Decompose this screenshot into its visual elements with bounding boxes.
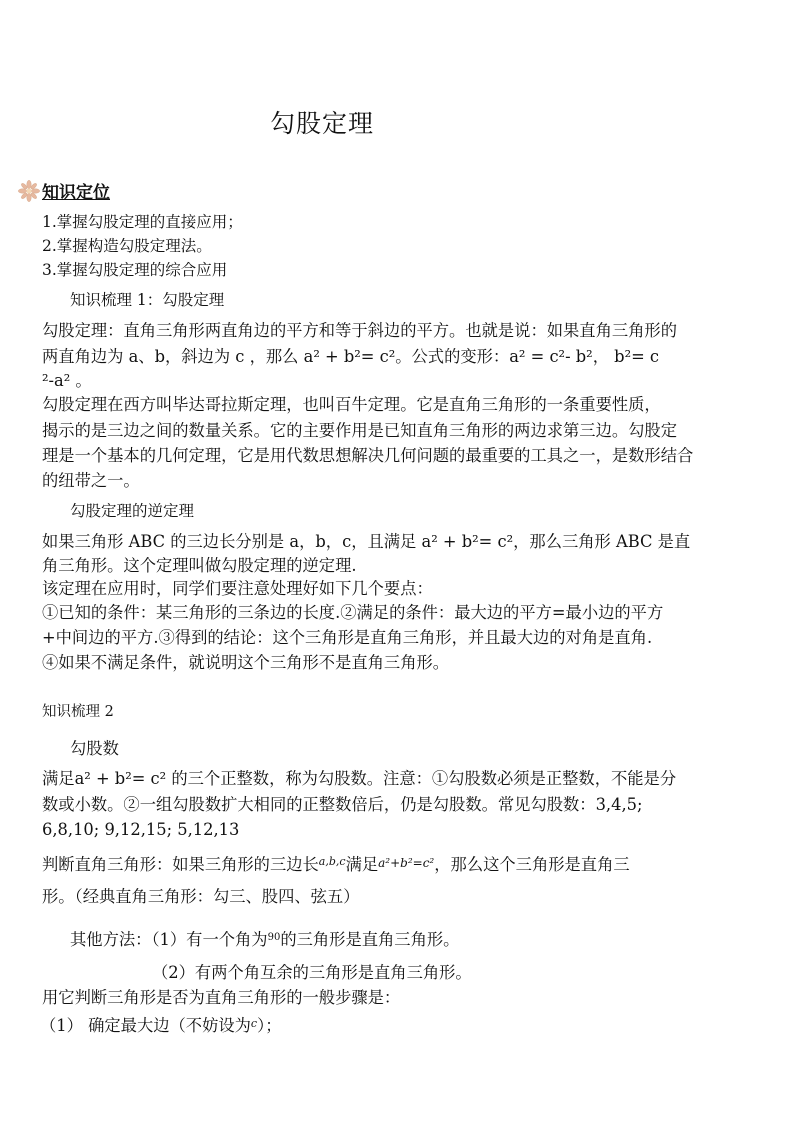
objective-item: 3.掌握勾股定理的综合应用 (42, 261, 228, 279)
section-title: 知识定位 (42, 183, 110, 203)
flower-icon (18, 180, 40, 202)
triple-line: 数或小数。②一组勾股数扩大相同的正整数倍后，仍是勾股数。常见勾股数：3,4,5; (42, 795, 643, 814)
triple-line: 6,8,10; 9,12,15; 5,12,13 (42, 820, 240, 839)
other-methods-line-2: （2）有两个角互余的三角形是直角三角形。 (152, 963, 472, 982)
knowledge-1-heading: 知识梳理 1：勾股定理 (70, 291, 225, 309)
angle-value: 90 (267, 932, 281, 943)
judge-text: ，那么这个三角形是直角三 (434, 855, 630, 874)
step-1 (40, 1013, 282, 1037)
theorem-line: 勾股定理：直角三角形两直角边的平方和等于斜边的平方。也就是说：如果直角三角形的 (42, 321, 677, 340)
variable-c: c (250, 1017, 258, 1030)
converse-line: 该定理在应用时，同学们要注意处理好如下几个要点： (42, 579, 433, 598)
page-title: 勾股定理 (270, 109, 375, 138)
sides-symbol: a,b,c (318, 855, 346, 868)
other-methods-line (70, 927, 459, 951)
step-text: ）； (257, 1016, 282, 1035)
theorem-line: ²-a² 。 (42, 371, 92, 390)
judge-line-2: 形。（经典直角三角形：勾三、股四、弦五） (42, 887, 360, 906)
objective-item: 2.掌握构造勾股定理法。 (42, 237, 212, 255)
triple-heading: 勾股数 (70, 739, 119, 758)
history-line: 的纽带之一。 (42, 471, 140, 490)
converse-line: ①已知的条件：某三角形的三条边的长度.②满足的条件：最大边的平方=最小边的平方 (42, 603, 664, 622)
pythagorean-equation: a²+b²=c² (378, 856, 435, 870)
objective-item: 1.掌握勾股定理的直接应用； (42, 213, 243, 231)
judge-text: 判断直角三角形：如果三角形的三边长 (42, 855, 319, 874)
judge-line (42, 851, 630, 876)
triple-line: 满足a² + b²= c² 的三个正整数，称为勾股数。注意：①勾股数必须是正整数，不能是分 (42, 769, 677, 788)
method-text: 的三角形是直角三角形。 (280, 930, 460, 949)
converse-line: 如果三角形 ABC 的三边长分别是 a，b，c，且满足 a² + b²= c²，那么三角形 ABC 是直 (42, 532, 691, 551)
history-line: 勾股定理在西方叫毕达哥拉斯定理，也叫百牛定理。它是直角三角形的一条重要性质， (42, 395, 661, 414)
converse-line: ④如果不满足条件，就说明这个三角形不是直角三角形。 (42, 653, 450, 672)
judge-text: 满足 (345, 855, 379, 874)
method-text: 其他方法：（1）有一个角为 (70, 930, 268, 949)
knowledge-2-heading: 知识梳理 2 (42, 704, 114, 720)
converse-heading: 勾股定理的逆定理 (70, 502, 195, 520)
step-text: （1） 确定最大边（不妨设为 (40, 1016, 251, 1035)
history-line: 揭示的是三边之间的数量关系。它的主要作用是已知直角三角形的两边求第三边。勾股定 (42, 421, 677, 440)
steps-intro: 用它判断三角形是否为直角三角形的一般步骤是： (42, 988, 401, 1007)
section-header (18, 178, 110, 203)
theorem-line: 两直角边为 a、b，斜边为 c ，那么 a² + b²= c²。公式的变形：a² = c²- b²， b²= c (42, 347, 660, 366)
history-line: 理是一个基本的几何定理，它是用代数思想解决几何问题的最重要的工具之一，是数形结合 (42, 446, 694, 465)
converse-line: +中间边的平方.③得到的结论：这个三角形是直角三角形，并且最大边的对角是直角. (42, 628, 653, 647)
converse-line: 角三角形。这个定理叫做勾股定理的逆定理. (42, 556, 357, 575)
